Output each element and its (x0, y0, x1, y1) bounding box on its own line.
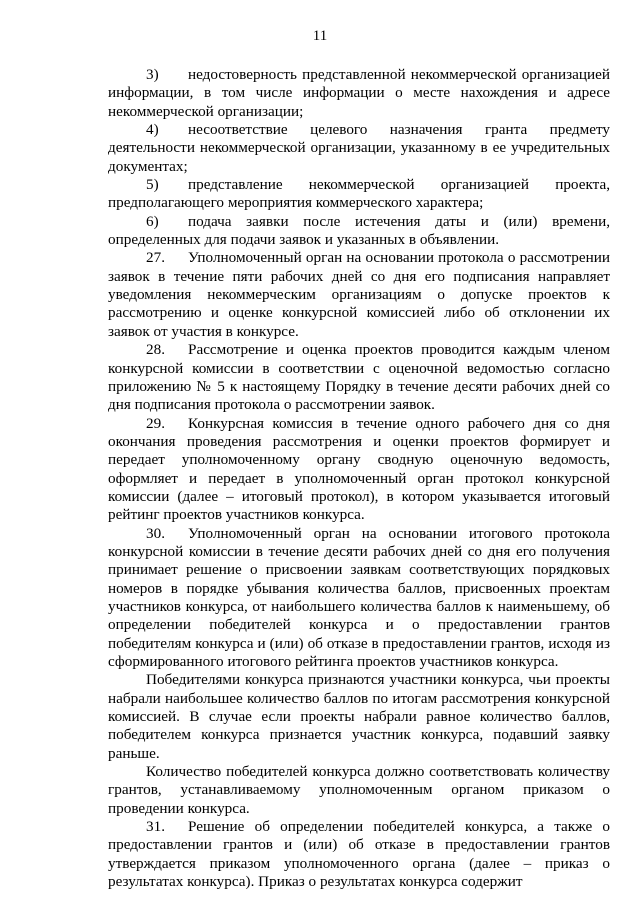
paragraph-text: недостоверность представленной некоммерческой организацией информации, в том числе информации о месте нахождения и адресе некоммерческой организации; (108, 66, 610, 120)
paragraph (108, 176, 610, 213)
page-number: 11 (312, 28, 328, 44)
paragraph-text: несоответствие целевого назначения гранта предмету деятельности некоммерческой организации, указанному в ее учредительных документах; (108, 121, 610, 175)
paragraph-text: Количество победителей конкурса должно соответствовать количеству грантов, устанавливаемому уполномоченным органом приказом о проведении конкурса. (108, 763, 610, 817)
paragraph-text: Победителями конкурса признаются участники конкурса, чьи проекты набрали наибольшее количество баллов по итогам рассмотрения конкурсной комиссией. В случае если проекты набрали равное количество баллов, победителем конкурса признается участник конкурса, подавший заявку раньше. (108, 671, 610, 762)
paragraph-text: подача заявки после истечения даты и (или) времени, определенных для подачи заявок и указанных в объявлении. (108, 212, 610, 249)
paragraph-text: Решение об определении победителей конкурса, а также о предоставлении грантов и (или) об отказе в предоставлении грантов утверждается приказом уполномоченного органа (далее – приказ о результатах конкурса). Приказ о результатах конкурса содержит (108, 818, 610, 891)
paragraph-number: 4) (146, 121, 159, 139)
paragraph (108, 525, 610, 672)
paragraph-text: представление некоммерческой организацией проекта, предполагающего мероприятия коммерческого характера; (108, 176, 610, 212)
paragraph-number: 3) (146, 66, 159, 83)
paragraph-number: 31. (146, 818, 165, 836)
paragraph-number: 30. (146, 524, 165, 542)
paragraph (108, 671, 610, 763)
paragraph-text: Уполномоченный орган на основании итогового протокола конкурсной комиссии в течение десяти рабочих дней со дня его получения принимает решение о присвоении заявкам соответствующих порядковых номеров в порядке убывания количества баллов, присвоенных проектам участников конкурса, от наибольшего количества баллов к наименьшему, об определении победителей конкурса и о предоставлении грантов победителям конкурса и (или) об отказе в предоставлении грантов, исходя из сформированного итогового рейтинга проектов участников конкурса. (108, 524, 610, 670)
paragraph (108, 213, 610, 250)
paragraph (108, 763, 610, 818)
paragraph (108, 121, 610, 176)
paragraph (108, 66, 610, 121)
paragraph (108, 341, 610, 414)
document-body (108, 66, 610, 891)
paragraph-text: Конкурсная комиссия в течение одного рабочего дня со дня окончания проведения рассмотрения и оценки проектов формирует и передает уполномоченному органу сводную оценочную ведомость, оформляет и передает в уполномоченный орган протокол конкурсной комиссии (далее – итоговый протокол), в котором указывается итоговый рейтинг проектов участников конкурса. (108, 414, 610, 524)
paragraph-number: 29. (146, 414, 165, 432)
paragraph (108, 818, 610, 891)
paragraph-text: Уполномоченный орган на основании протокола о рассмотрении заявок в течение пяти рабочих дней со дня его подписания направляет уведомления некоммерческим организациям о допуске проектов к рассмотрению и оценке конкурсной комиссией либо об отклонении их заявок от участия в конкурсе. (108, 249, 610, 340)
paragraph (108, 415, 610, 525)
paragraph (108, 249, 610, 341)
paragraph-number: 27. (146, 249, 165, 267)
paragraph-number: 28. (146, 341, 165, 359)
paragraph-text: Рассмотрение и оценка проектов проводится каждым членом конкурсной комиссии в соответствии с оценочной ведомостью согласно приложению № 5 к настоящему Порядку в течение десяти рабочих дней со дня подписания протокола о рассмотрении заявок. (108, 341, 610, 414)
paragraph-number: 5) (146, 176, 159, 194)
paragraph-number: 6) (146, 212, 159, 230)
